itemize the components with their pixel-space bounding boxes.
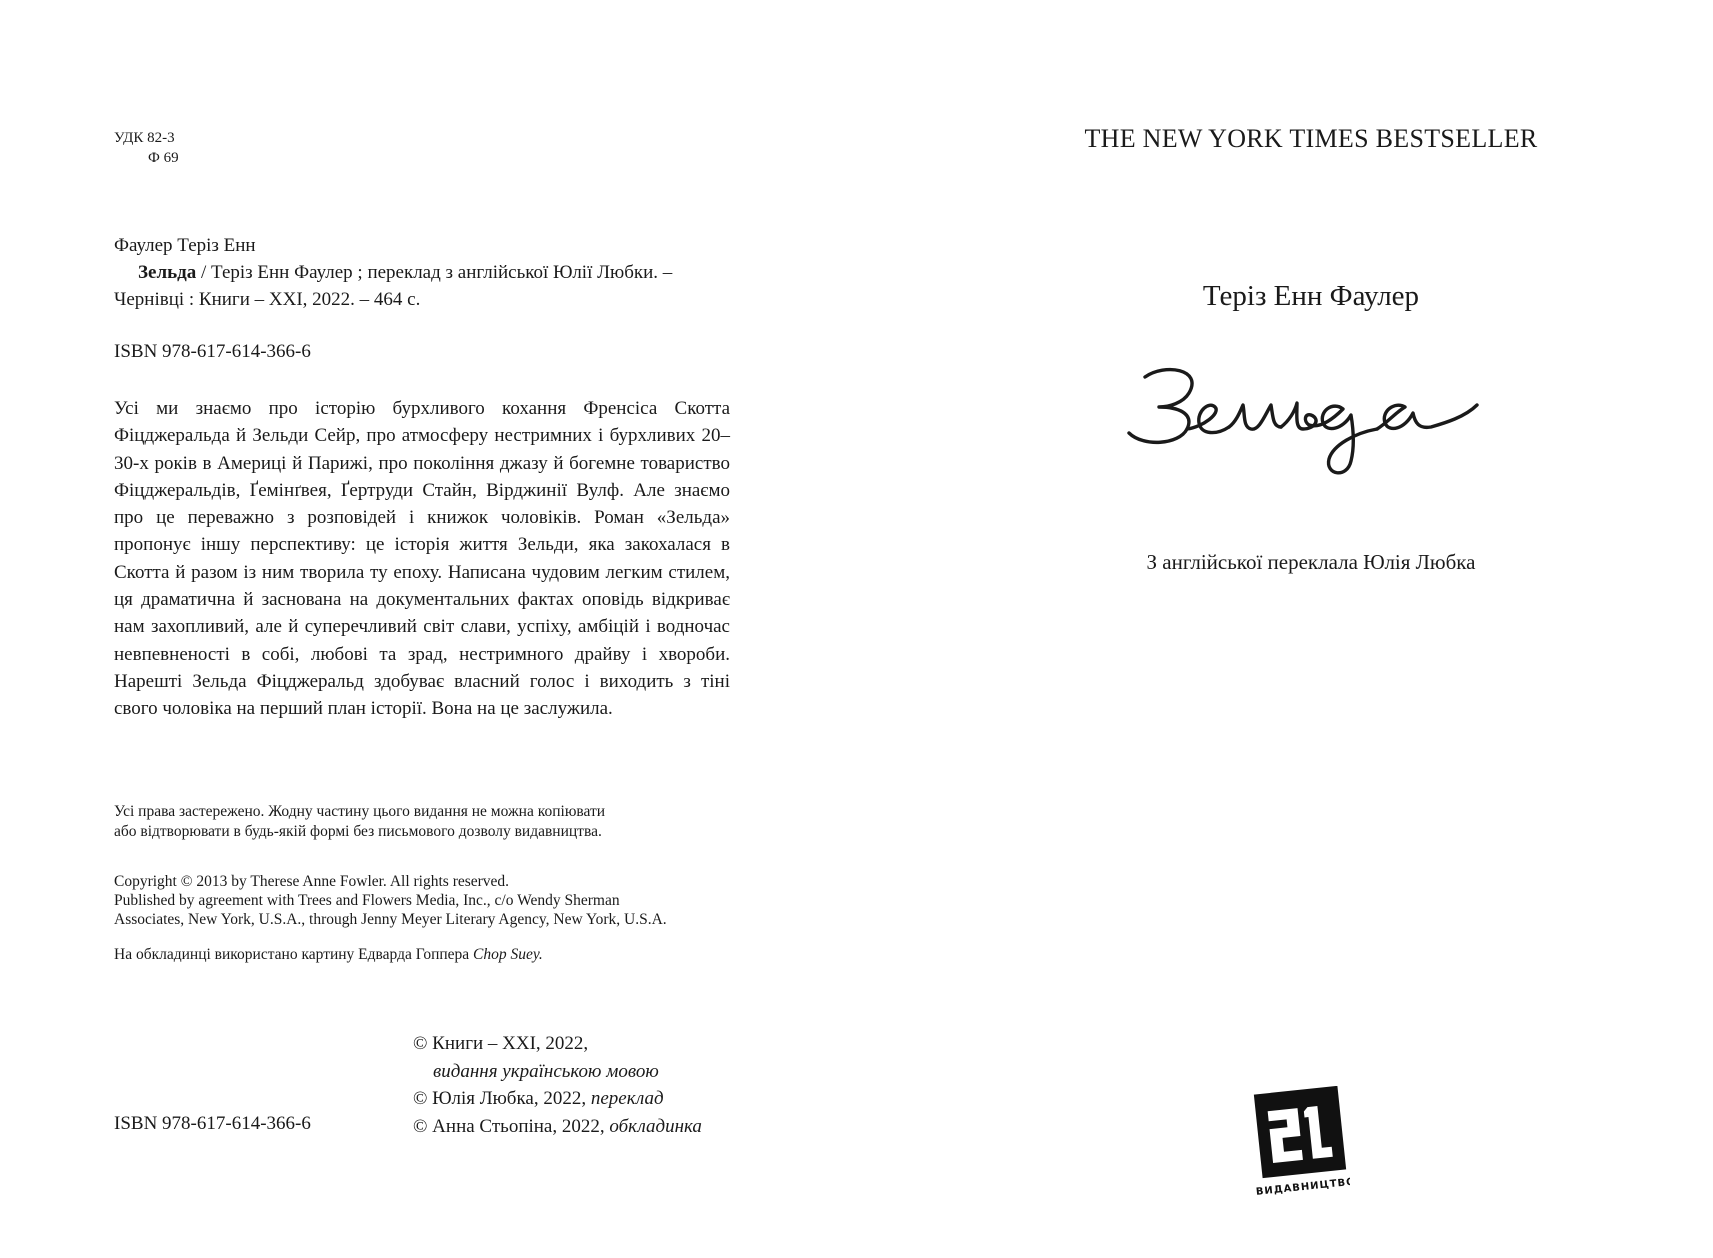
cover-artist-role: обкладинка xyxy=(609,1115,702,1137)
logo-caption: ВИДАВНИЦТВО xyxy=(1255,1176,1350,1196)
publisher-copyright xyxy=(413,1030,702,1140)
bibliographic-record xyxy=(114,232,730,313)
copyright-line-3: Associates, New York, U.S.A., through Jenny Meyer Literary Agency, New York, U.S.A. xyxy=(114,911,667,928)
copyright-line-1: Copyright © 2013 by Therese Anne Fowler. All rights reserved. xyxy=(114,873,510,890)
translator-credit: З англійської переклала Юлія Любка xyxy=(1146,550,1476,574)
logo-number xyxy=(1350,1086,1351,1087)
title-handwriting xyxy=(1125,355,1505,485)
record-description: / Теріз Енн Фаулер ; переклад з англійської Юлії Любки. – xyxy=(196,262,673,283)
copyright-cover-artist xyxy=(413,1113,702,1141)
udk-code: УДК 82-3 xyxy=(114,130,175,146)
copyright-publisher-edition xyxy=(413,1058,702,1086)
copyright-line-2: Published by agreement with Trees and Flowers Media, Inc., c/o Wendy Sherman xyxy=(114,892,620,909)
book-title-script xyxy=(1125,355,1505,485)
annotation-paragraph: Усі ми знаємо про історію бурхливого кохання Френсіса Скотта Фіцджеральда й Зельди Сейр, про атмосферу нестримних і бурхливих 20–30-х років в Америці й Парижі, про покоління джазу й богемне товариство Фіцджеральдів, Ґемінґвея, Ґертруди Стайн, Вірджинії Вулф. Але знаємо про це переважно з розповідей і книжок чоловіків. Роман «Зельда» пропонує іншу перспективу: це історія життя Зельди, яка закохалася в Скотта й разом із ним творила ту епоху. Написана чудовим легким стилем, ця драматична й заснована на документальних фактах оповідь відкриває нам захопливий, але й суперечливий світ слави, успіху, амбіцій і водночас невпевненості в собі, любові та зрад, нестримного драйву і хвороби. Нарешті Зельда Фіцджеральд здобуває власний голос і виходить з тіні свого чоловіка на перший план історії. Вона на це заслужила. xyxy=(114,398,730,720)
edition-note: видання українською мовою xyxy=(433,1060,659,1082)
rights-notice xyxy=(114,802,730,842)
logo-21-icon xyxy=(1250,1086,1350,1196)
udk-classification xyxy=(114,128,179,168)
publisher-logo xyxy=(1250,1086,1350,1196)
rights-line-2: або відтворювати в будь-якій формі без письмового дозволу видавництва. xyxy=(114,823,602,840)
title-description xyxy=(114,259,730,286)
record-imprint: Чернівці : Книги – XXI, 2022. – 464 с. xyxy=(114,289,421,310)
bestseller-line: THE NEW YORK TIMES BESTSELLER xyxy=(1084,124,1538,153)
painting-title: Chop Suey. xyxy=(473,946,543,963)
copyright-translator xyxy=(413,1085,702,1113)
translator-role: переклад xyxy=(590,1088,664,1109)
author-name: Теріз Енн Фаулер xyxy=(1202,280,1420,312)
cover-note xyxy=(114,946,543,964)
copyright-block xyxy=(114,872,730,929)
isbn-bottom: ISBN 978-617-614-366-6 xyxy=(114,1113,311,1134)
isbn-top: ISBN 978-617-614-366-6 xyxy=(114,341,311,362)
author-heading: Фаулер Теріз Енн xyxy=(114,235,256,256)
translator-copyright-text: © Юлія Любка, 2022, xyxy=(413,1088,591,1109)
rights-line-1: Усі права застережено. Жодну частину цього видання не можна копіювати xyxy=(114,803,606,820)
cover-artist-copyright-text: © Анна Стьопіна, 2022, xyxy=(413,1115,610,1137)
cover-note-text: На обкладинці використано картину Едварда Гоппера xyxy=(114,946,474,963)
copyright-publisher: © Книги – XXI, 2022, xyxy=(413,1033,589,1054)
author-mark: Ф 69 xyxy=(148,150,179,166)
record-title: Зельда xyxy=(138,262,197,283)
